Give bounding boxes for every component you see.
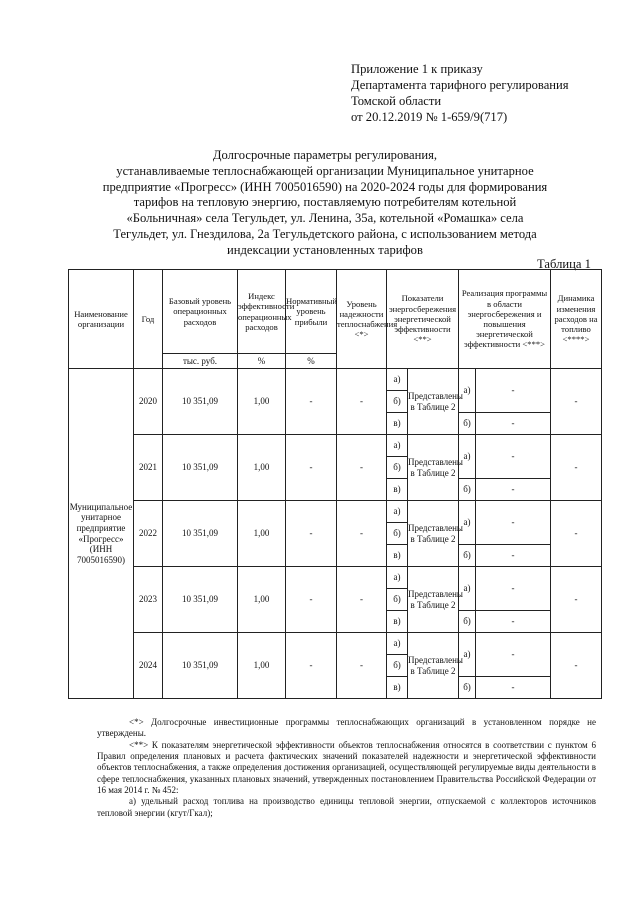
cell-program-value: - [476,677,551,699]
cell-program-label: а) [459,633,476,677]
header-dynamics: Динамика изменения расходов на топливо <****> [551,270,602,369]
cell-dynamics: - [551,633,602,699]
cell-year: 2021 [134,435,163,501]
cell-energy-label: б) [387,457,408,479]
cell-base: 10 351,09 [163,567,238,633]
table-row [69,369,602,391]
header-energy: Показатели энергосбережения энергетической эффективности <**> [387,270,459,369]
cell-base: 10 351,09 [163,633,238,699]
footnote: <**> К показателям энергетической эффективности объектов теплоснабжения относятся в соответствии с пунктом 6 Правил определения плановых и расчета фактических значений показателей надежности и энергетической эффективности объектов теплоснабжения, а также определения достижения организацией, осуществляющей регулируемые виды деятельности в сфере теплоснабжения, указанных плановых значений, утвержденных постановлением Правительства Российской Федерации от 16 мая 2014 г. № 452: [97,739,596,795]
cell-energy-value: Представлены в Таблице 2 [408,633,459,699]
cell-program-label: б) [459,677,476,699]
cell-profit: - [286,633,337,699]
cell-energy-value: Представлены в Таблице 2 [408,369,459,435]
document-title-line: устанавливаемые теплоснабжающей организации Муниципальное унитарное [116,163,534,178]
table-row [69,501,602,523]
cell-energy-value: Представлены в Таблице 2 [408,567,459,633]
cell-base: 10 351,09 [163,435,238,501]
cell-program-value: - [476,435,551,479]
footnotes [97,717,596,819]
header-profit: Нормативный уровень прибыли [286,270,337,354]
cell-energy-label: б) [387,589,408,611]
table-header-row [69,270,602,354]
cell-dynamics: - [551,435,602,501]
cell-profit: - [286,567,337,633]
cell-reliability: - [337,435,387,501]
cell-energy-label: б) [387,391,408,413]
cell-reliability: - [337,369,387,435]
cell-energy-label: в) [387,413,408,435]
cell-program-value: - [476,501,551,545]
cell-program-value: - [476,413,551,435]
unit-profit: % [286,354,337,369]
header-base: Базовый уровень операционных расходов [163,270,238,354]
cell-energy-label: в) [387,677,408,699]
cell-program-value: - [476,369,551,413]
cell-energy-label: в) [387,479,408,501]
table-row [69,435,602,457]
footnote: <*> Долгосрочные инвестиционные программы теплоснабжающих организаций в установленном порядке не утверждены. [97,717,596,739]
header-year: Год [134,270,163,369]
cell-org-name: Муниципальное унитарное предприятие «Прогресс» (ИНН 7005016590) [69,369,134,699]
document-title [70,148,580,259]
cell-year: 2022 [134,501,163,567]
cell-program-label: а) [459,567,476,611]
cell-energy-label: а) [387,633,408,655]
parameters-table [68,269,602,699]
cell-reliability: - [337,567,387,633]
cell-program-value: - [476,545,551,567]
cell-program-label: а) [459,501,476,545]
cell-year: 2020 [134,369,163,435]
cell-reliability: - [337,501,387,567]
document-title-line: «Больничная» села Тегульдет, ул. Ленина, 35а, котельной «Ромашка» села [126,211,524,226]
header-reliability: Уровень надежности теплоснабжения <*> [337,270,387,369]
cell-program-value: - [476,479,551,501]
order-reference-line: Томской области [351,94,442,108]
cell-program-label: а) [459,369,476,413]
cell-energy-value: Представлены в Таблице 2 [408,435,459,501]
unit-base: тыс. руб. [163,354,238,369]
cell-energy-label: а) [387,435,408,457]
cell-index: 1,00 [238,567,286,633]
cell-year: 2024 [134,633,163,699]
table-row [69,633,602,655]
cell-base: 10 351,09 [163,501,238,567]
cell-program-value: - [476,633,551,677]
table-row [69,567,602,589]
cell-energy-label: а) [387,501,408,523]
cell-reliability: - [337,633,387,699]
parameters-table-wrapper [68,269,602,699]
header-program: Реализация программы в области энергосбережения и повышения энергетической эффективности <***> [459,270,551,369]
unit-index: % [238,354,286,369]
cell-base: 10 351,09 [163,369,238,435]
order-reference-line: Приложение 1 к приказу [351,62,483,76]
order-reference [351,61,631,125]
cell-program-label: б) [459,611,476,633]
cell-energy-label: б) [387,655,408,677]
document-title-line: Долгосрочные параметры регулирования, [212,148,438,162]
cell-dynamics: - [551,369,602,435]
footnote: а) удельный расход топлива на производство единицы тепловой энергии, отпускаемой с коллекторов источников тепловой энергии (кгут/Гкал); [97,796,596,818]
header-index: Индекс эффективности операционных расходов [238,270,286,354]
cell-energy-value: Представлены в Таблице 2 [408,501,459,567]
cell-energy-label: б) [387,523,408,545]
cell-index: 1,00 [238,435,286,501]
cell-program-label: б) [459,545,476,567]
cell-energy-label: в) [387,611,408,633]
cell-index: 1,00 [238,633,286,699]
cell-profit: - [286,369,337,435]
cell-dynamics: - [551,501,602,567]
cell-profit: - [286,435,337,501]
order-reference-line: Департамента тарифного регулирования [351,78,569,92]
header-org: Наименование организации [69,270,134,369]
cell-profit: - [286,501,337,567]
cell-energy-label: в) [387,545,408,567]
cell-energy-label: а) [387,369,408,391]
cell-program-label: б) [459,479,476,501]
cell-year: 2023 [134,567,163,633]
cell-energy-label: а) [387,567,408,589]
cell-dynamics: - [551,567,602,633]
cell-program-label: б) [459,413,476,435]
document-title-line: индексации установленных тарифов [227,242,423,257]
cell-index: 1,00 [238,369,286,435]
cell-program-value: - [476,567,551,611]
order-reference-line: от 20.12.2019 № 1-659/9(717) [351,110,508,124]
table-label: Таблица 1 [537,257,591,271]
document-title-line: предприятие «Прогресс» (ИНН 7005016590) на 2020-2024 годы для формирования [102,179,548,194]
cell-program-value: - [476,611,551,633]
document-title-line: тарифов на тепловую энергию, поставляемую потребителям котельной [133,195,517,210]
document-title-line: Тегульдет, ул. Гнездилова, 2а Тегульдетского района, с использованием метода [113,226,537,241]
cell-program-label: а) [459,435,476,479]
cell-index: 1,00 [238,501,286,567]
